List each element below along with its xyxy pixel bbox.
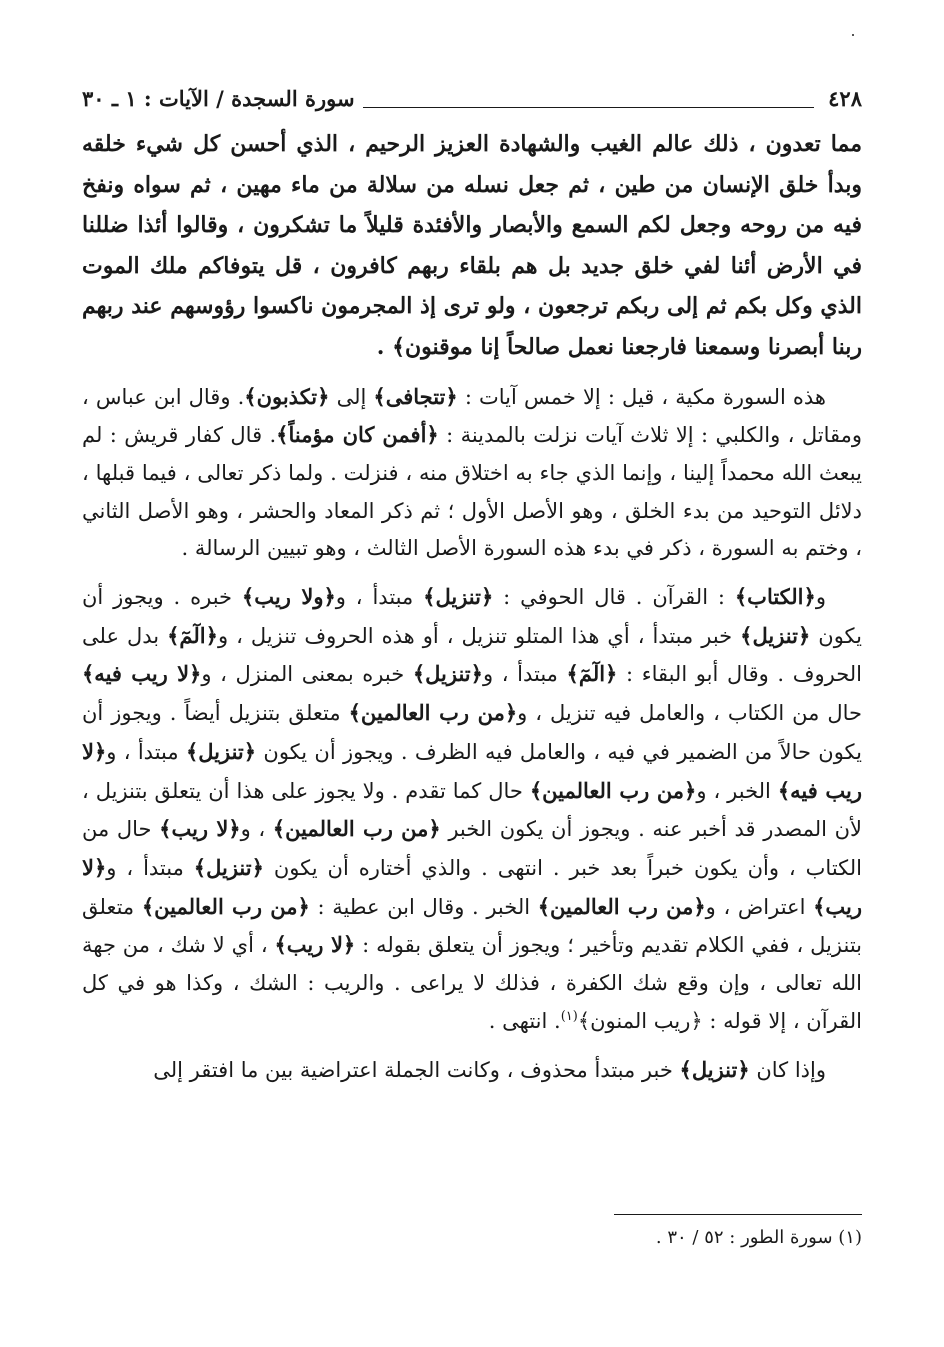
text-run: إلى: [329, 384, 374, 409]
quranic-citation: ﴿أفمن كان مؤمناً﴾: [276, 422, 439, 448]
quranic-citation: ﴿تكذبون﴾: [244, 383, 330, 409]
quranic-citation-plain: ﴿ريب المنون﴾: [577, 1008, 703, 1033]
text-run: : القرآن . قال الحوفي :: [493, 585, 735, 610]
footnote-item: [82, 1225, 862, 1251]
quranic-citation: ﴿لا ريب فيه﴾: [82, 738, 862, 803]
text-run: . قال كفار قريش : لم يبعث الله محمداً إلينا ، وإنما الذي جاء به اختلاق منه ، فنزلت . ولما ذكر تعالى ، فيما قبلها ، دلائل التوحيد من بدء الخلق ، وهو الأصل الأول ؛ ثم ذكر المعاد والحشر ، وهو الأصل الثاني ، وختم به السورة ، ذكر في بدء هذه السورة الأصل الثالث ، وهو تبيين الرسالة .: [82, 423, 862, 561]
text-run: . انتهى .: [488, 1008, 561, 1033]
quranic-citation: ﴿تنزيل﴾: [423, 584, 494, 610]
text-run: متعلق بتنزيل ، ففي الكلام تقديم وتأخير ؛ ويجوز أن يتعلق بقوله :: [82, 894, 862, 958]
text-run: الخبر . وقال ابن عطية :: [309, 894, 538, 919]
text-run: مبتدأ ، و: [335, 585, 424, 610]
running-title: سورة السجدة / الآيات : ١ ـ ٣٠: [82, 85, 355, 111]
quranic-citation: ﴿من رب العالمين﴾: [141, 893, 310, 919]
text-run: متعلق بتنزيل أيضاً . ويجوز أن يكون حالاً من الضمير في فيه ، والعامل فيه الظرف . ويجوز أن يكون: [82, 701, 862, 764]
page-header: [82, 80, 862, 116]
quranic-citation: ﴿الكتاب﴾: [734, 584, 816, 610]
text-run: اعتراض ، و: [705, 894, 814, 919]
quranic-citation: ﴿ولا ريب﴾: [241, 584, 336, 610]
text-run: . وقال ابن عباس ، ومقاتل ، والكلبي : إلا ثلاث آيات نزلت بالمدينة :: [82, 384, 862, 448]
quranic-citation: ﴿الٓمٓ﴾: [566, 661, 618, 687]
text-run: بدل على الحروف . وقال أبو البقاء :: [82, 623, 862, 687]
text-run: خبر مبتدأ محذوف ، وكانت الجملة اعتراضية بين ما افتقر إلى: [153, 1057, 680, 1082]
text-run: ، و: [240, 817, 273, 842]
quranic-citation: ﴿لا ريب﴾: [159, 816, 241, 842]
header-rule: [363, 107, 815, 108]
text-run: وإذا كان: [749, 1057, 826, 1082]
text-run: ، أي لا شك ، من جهة الله تعالى ، وإن وقع شك الكفرة ، فذلك لا يراعى . والريب : الشك ، وكذا هو في كل القرآن ، إلا قوله :: [82, 933, 862, 1033]
text-run: مبتدأ ، و: [106, 739, 186, 764]
quranic-citation: ﴿تنزيل﴾: [412, 661, 483, 687]
text-run: مبتدأ ، و: [482, 662, 567, 687]
quranic-citation: ﴿الٓمٓ﴾: [167, 622, 218, 648]
footnote-text: سورة الطور : ٥٢ / ٣٠ .: [655, 1227, 839, 1248]
page-body: [82, 124, 862, 1099]
text-run: خبر مبتدأ ، أي هذا المتلو تنزيل ، أو هذه الحروف تنزيل ، و: [217, 623, 741, 648]
commentary-paragraph-1: [82, 378, 862, 569]
quranic-citation: ﴿تنزيل﴾: [193, 855, 264, 880]
text-run: و: [815, 585, 826, 610]
quranic-citation: ﴿تنزيل﴾: [679, 1056, 750, 1082]
quranic-citation: ﴿تنزيل﴾: [740, 622, 811, 648]
scan-speck: [852, 34, 854, 36]
commentary-paragraph-3: [82, 1051, 862, 1090]
quranic-citation: ﴿من رب العالمين﴾: [529, 777, 697, 803]
text-run: حال من الكتاب ، وأن يكون خبراً بعد خبر . انتهى . والذي أختاره أن يكون: [82, 817, 862, 880]
quranic-citation: ﴿من رب العالمين﴾: [537, 893, 706, 919]
quranic-citation: ﴿تنزيل﴾: [185, 738, 257, 764]
footnotes: [82, 1214, 862, 1251]
quranic-citation: ﴿من رب العالمين﴾: [348, 700, 518, 726]
text-run: خبره بمعنى المنزل ، و: [201, 662, 413, 687]
quranic-citation: ﴿من رب العالمين﴾: [272, 816, 441, 842]
quranic-citation: ﴿لا ريب﴾: [274, 932, 356, 958]
text-run: حال من الكتاب ، والعامل فيه تنزيل ، و: [517, 701, 862, 726]
quranic-citation: ﴿تتجافى﴾: [373, 383, 458, 409]
text-run: مبتدأ ، و: [106, 856, 194, 880]
quranic-citation: ﴿لا ريب﴾: [82, 855, 862, 919]
text-run: خبره . ويجوز أن يكون: [82, 585, 862, 648]
commentary-paragraph-2: [82, 578, 862, 1040]
footnote-reference: (١): [560, 1008, 578, 1024]
book-page: [82, 80, 862, 1310]
footnote-number: (١): [838, 1227, 862, 1248]
quranic-citation: ﴿لا ريب فيه﴾: [82, 661, 202, 687]
text-run: الخبر ، و: [696, 778, 778, 803]
text-run: هذه السورة مكية ، قيل : إلا خمس آيات :: [457, 384, 826, 409]
quran-verse-block: مما تعدون ، ذلك عالم الغيب والشهادة العزيز الرحيم ، الذي أحسن كل شيء خلقه وبدأ خلق الإنسان من طين ، ثم جعل نسله من سلالة من ماء مهين ، ثم سواه ونفخ فيه من روحه وجعل لكم السمع والأبصار والأفئدة قليلاً ما تشكرون ، وقالوا أئذا ضللنا في الأرض أئنا لفي خلق جديد بل هم بلقاء ربهم كافرون ، قل يتوفاكم ملك الموت الذي وكل بكم ثم إلى ربكم ترجعون ، ولو ترى إذ المجرمون ناكسوا رؤوسهم عند ربهم ربنا أبصرنا وسمعنا فارجعنا نعمل صالحاً إنا موقنون﴾ .: [82, 131, 862, 360]
text-run: حال كما تقدم . ولا يجوز على هذا أن يتعلق بتنزيل ، لأن المصدر قد أخبر عنه . ويجوز أن يكون الخبر: [82, 778, 862, 842]
page-number: ٤٢٨: [828, 85, 862, 111]
footnote-rule: [614, 1214, 862, 1215]
